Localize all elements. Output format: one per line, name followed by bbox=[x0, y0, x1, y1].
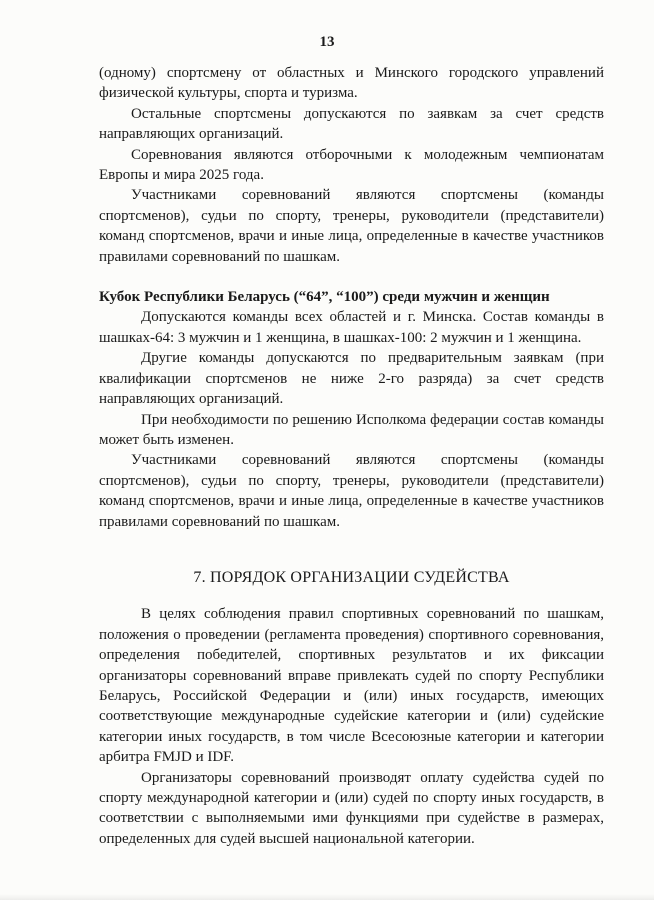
section-7-paragraph-2: Организаторы соревнований производят оплату судейства судей по спорту международной категории и (или) судей по спорту иных государств, в соответствии с выполняемыми ими функциями при судействе в размерах, определенных для судей высшей национальной категории. bbox=[99, 769, 604, 847]
cup-paragraph-2: Другие команды допускаются по предварительным заявкам (при квалификации спортсменов не ниже 2-го разряда) за счет средств направляющих организаций. bbox=[99, 350, 604, 408]
section-7-title: 7. ПОРЯДОК ОРГАНИЗАЦИИ СУДЕЙСТВА bbox=[193, 568, 510, 586]
cup-heading: Кубок Республики Беларусь (“64”, “100”) среди мужчин и женщин bbox=[99, 289, 550, 306]
page-number: 13 bbox=[319, 34, 335, 50]
paragraph-top-2: Остальные спортсмены допускаются по заявкам за счет средств направляющих организаций. bbox=[99, 105, 604, 143]
paragraph-top-3: Соревнования являются отборочными к молодежным чемпионатам Европы и мира 2025 года. bbox=[99, 146, 604, 184]
page-content bbox=[99, 63, 604, 849]
cup-paragraph-1: Допускаются команды всех областей и г. Минска. Состав команды в шашках-64: 3 мужчин и 1 женщина, в шашках-100: 2 мужчин и 1 женщина. bbox=[99, 309, 604, 346]
section-7-paragraph-1: В целях соблюдения правил спортивных соревнований по шашкам, положения о проведении (регламента проведения) спортивного соревнования, определения победителей, спортивных результатов и их фиксации организаторы соревнований вправе привлекать судей по спорту Республики Беларусь, Российской Федерации и (или) иных государств, имеющих соответствующие международные судейские категории и (или) судейские категории иных государств, в том числе Всесоюзные категории и категории арбитра FMJD и IDF. bbox=[99, 606, 604, 766]
cup-paragraph-3: При необходимости по решению Исполкома федерации состав команды может быть изменен. bbox=[99, 411, 604, 448]
scan-edge-shadow bbox=[0, 894, 654, 900]
paragraph-top-4: Участниками соревнований являются спортсмены (команды спортсменов), судьи по спорту, тренеры, руководители (представители) команд спортсменов, врачи и иные лица, определенные в качестве участников правилами соревнований по шашкам. bbox=[99, 187, 604, 265]
cup-paragraph-4: Участниками соревнований являются спортсмены (команды спортсменов), судьи по спорту, тренеры, руководители (представители) команд спортсменов, врачи и иные лица, определенные в качестве участников правилами соревнований по шашкам. bbox=[99, 452, 604, 530]
paragraph-top-1: (одному) спортсмену от областных и Минского городского управлений физической культуры, спорта и туризма. bbox=[99, 65, 604, 102]
